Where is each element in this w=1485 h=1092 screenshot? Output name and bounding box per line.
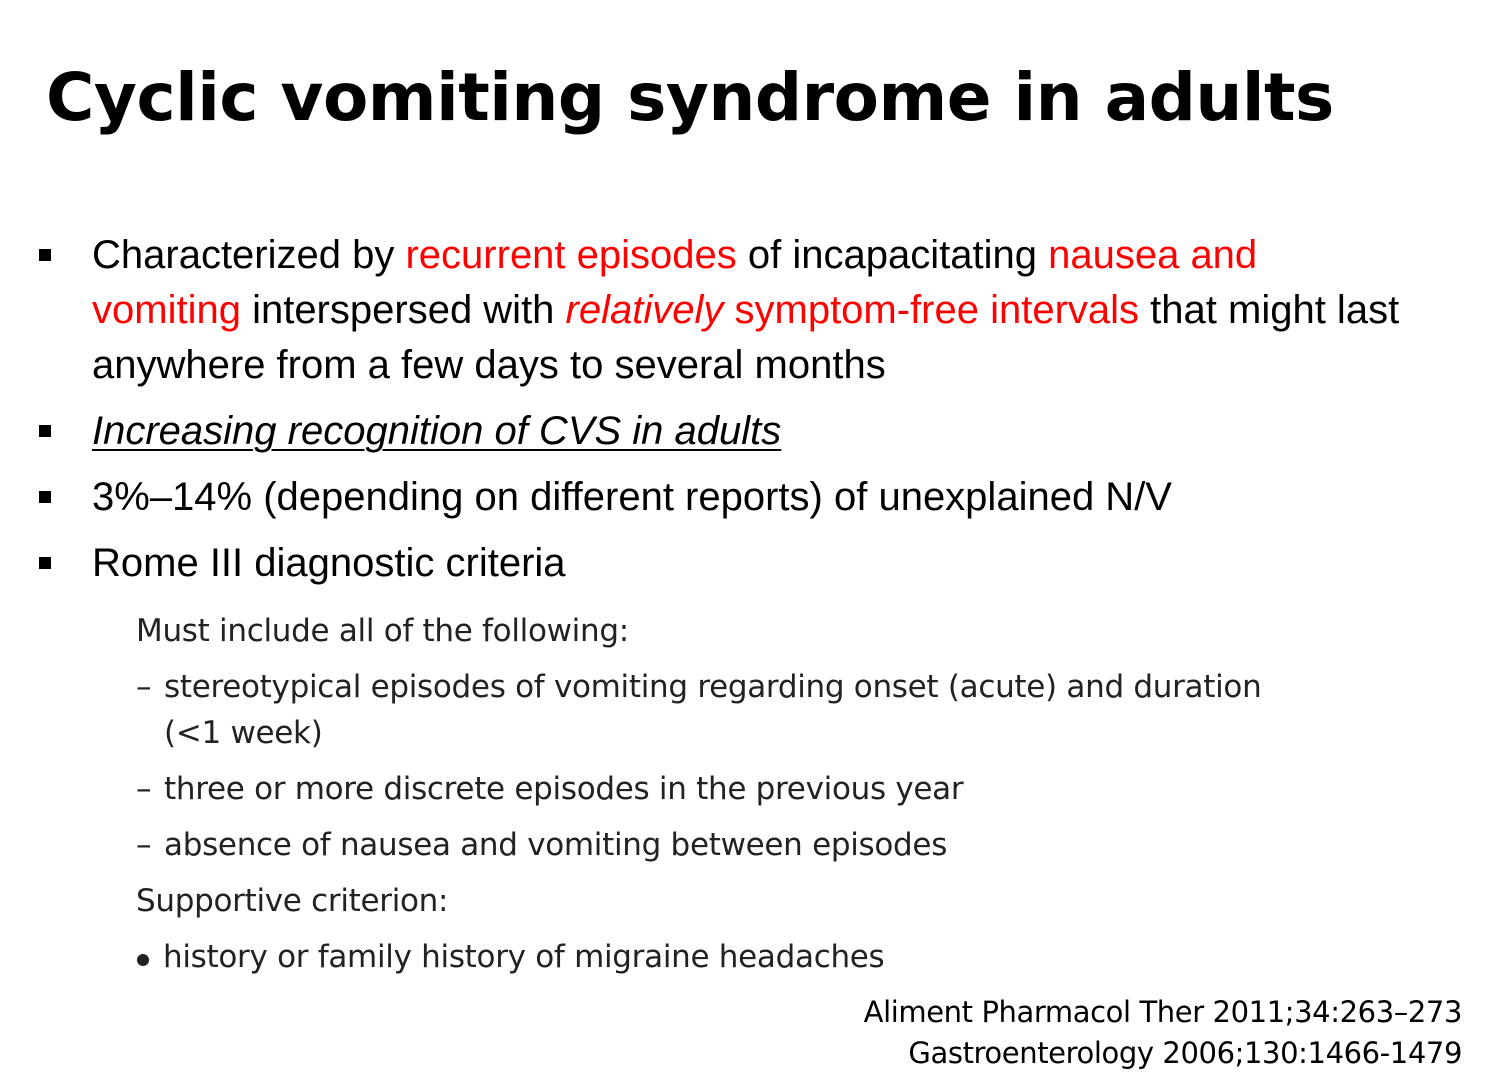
bullet-text-segment: of incapacitating — [736, 233, 1049, 277]
bullet-characterized — [0, 228, 1485, 393]
criteria-item-text: stereotypical episodes of vomiting regarding onset (acute) and duration — [164, 669, 1262, 705]
references — [864, 992, 1462, 1074]
highlight-symptom-free-intervals: symptom-free intervals — [723, 288, 1140, 332]
supportive-item-text: history or family history of migraine headaches — [163, 939, 885, 975]
rome-iii-criteria — [136, 608, 1376, 990]
criteria-heading: Must include all of the following: — [136, 613, 629, 649]
dash-marker: – — [136, 771, 152, 807]
round-bullet-icon — [137, 954, 149, 966]
bullet-text-segment: that might last anywhere from a few days to several months — [92, 288, 1400, 387]
criteria-item-text-continued: (<1 week) — [164, 715, 323, 751]
supportive-item-migraine — [136, 934, 1376, 980]
square-bullet-icon — [39, 491, 51, 503]
reference-gastroenterology: Gastroenterology 2006;130:1466-1479 — [908, 1036, 1462, 1070]
reference-aliment-pharmacol: Aliment Pharmacol Ther 2011;34:263–273 — [863, 995, 1462, 1029]
criteria-item-stereotypical — [136, 664, 1376, 756]
bullet-text: 3%–14% (depending on different reports) of unexplained N/V — [92, 475, 1172, 519]
criteria-item-text: absence of nausea and vomiting between episodes — [164, 827, 948, 863]
supportive-heading: Supportive criterion: — [136, 883, 449, 919]
slide-title: Cyclic vomiting syndrome in adults — [46, 59, 1334, 136]
square-bullet-icon — [39, 249, 51, 261]
bullet-text: Increasing recognition of CVS in adults — [92, 409, 782, 453]
bullet-increasing-recognition — [0, 404, 1485, 459]
bullet-text: Rome III diagnostic criteria — [92, 541, 566, 585]
highlight-recurrent-episodes: recurrent episodes — [405, 233, 737, 277]
highlight-relatively: relatively — [565, 288, 724, 332]
dash-marker: – — [136, 669, 152, 705]
criteria-item-three-episodes — [136, 766, 1376, 812]
bullet-text-segment: Characterized by — [92, 233, 406, 277]
bullet-rome-iii — [0, 536, 1485, 591]
criteria-item-absence — [136, 822, 1376, 868]
square-bullet-icon — [39, 425, 51, 437]
square-bullet-icon — [39, 557, 51, 569]
bullet-prevalence — [0, 470, 1485, 525]
bullet-list — [0, 228, 1485, 602]
criteria-item-text: three or more discrete episodes in the previous year — [164, 771, 964, 807]
bullet-text-segment: interspersed with — [240, 288, 566, 332]
dash-marker: – — [136, 827, 152, 863]
highlight-nausea-vomiting: nausea and vomiting — [92, 233, 1258, 332]
